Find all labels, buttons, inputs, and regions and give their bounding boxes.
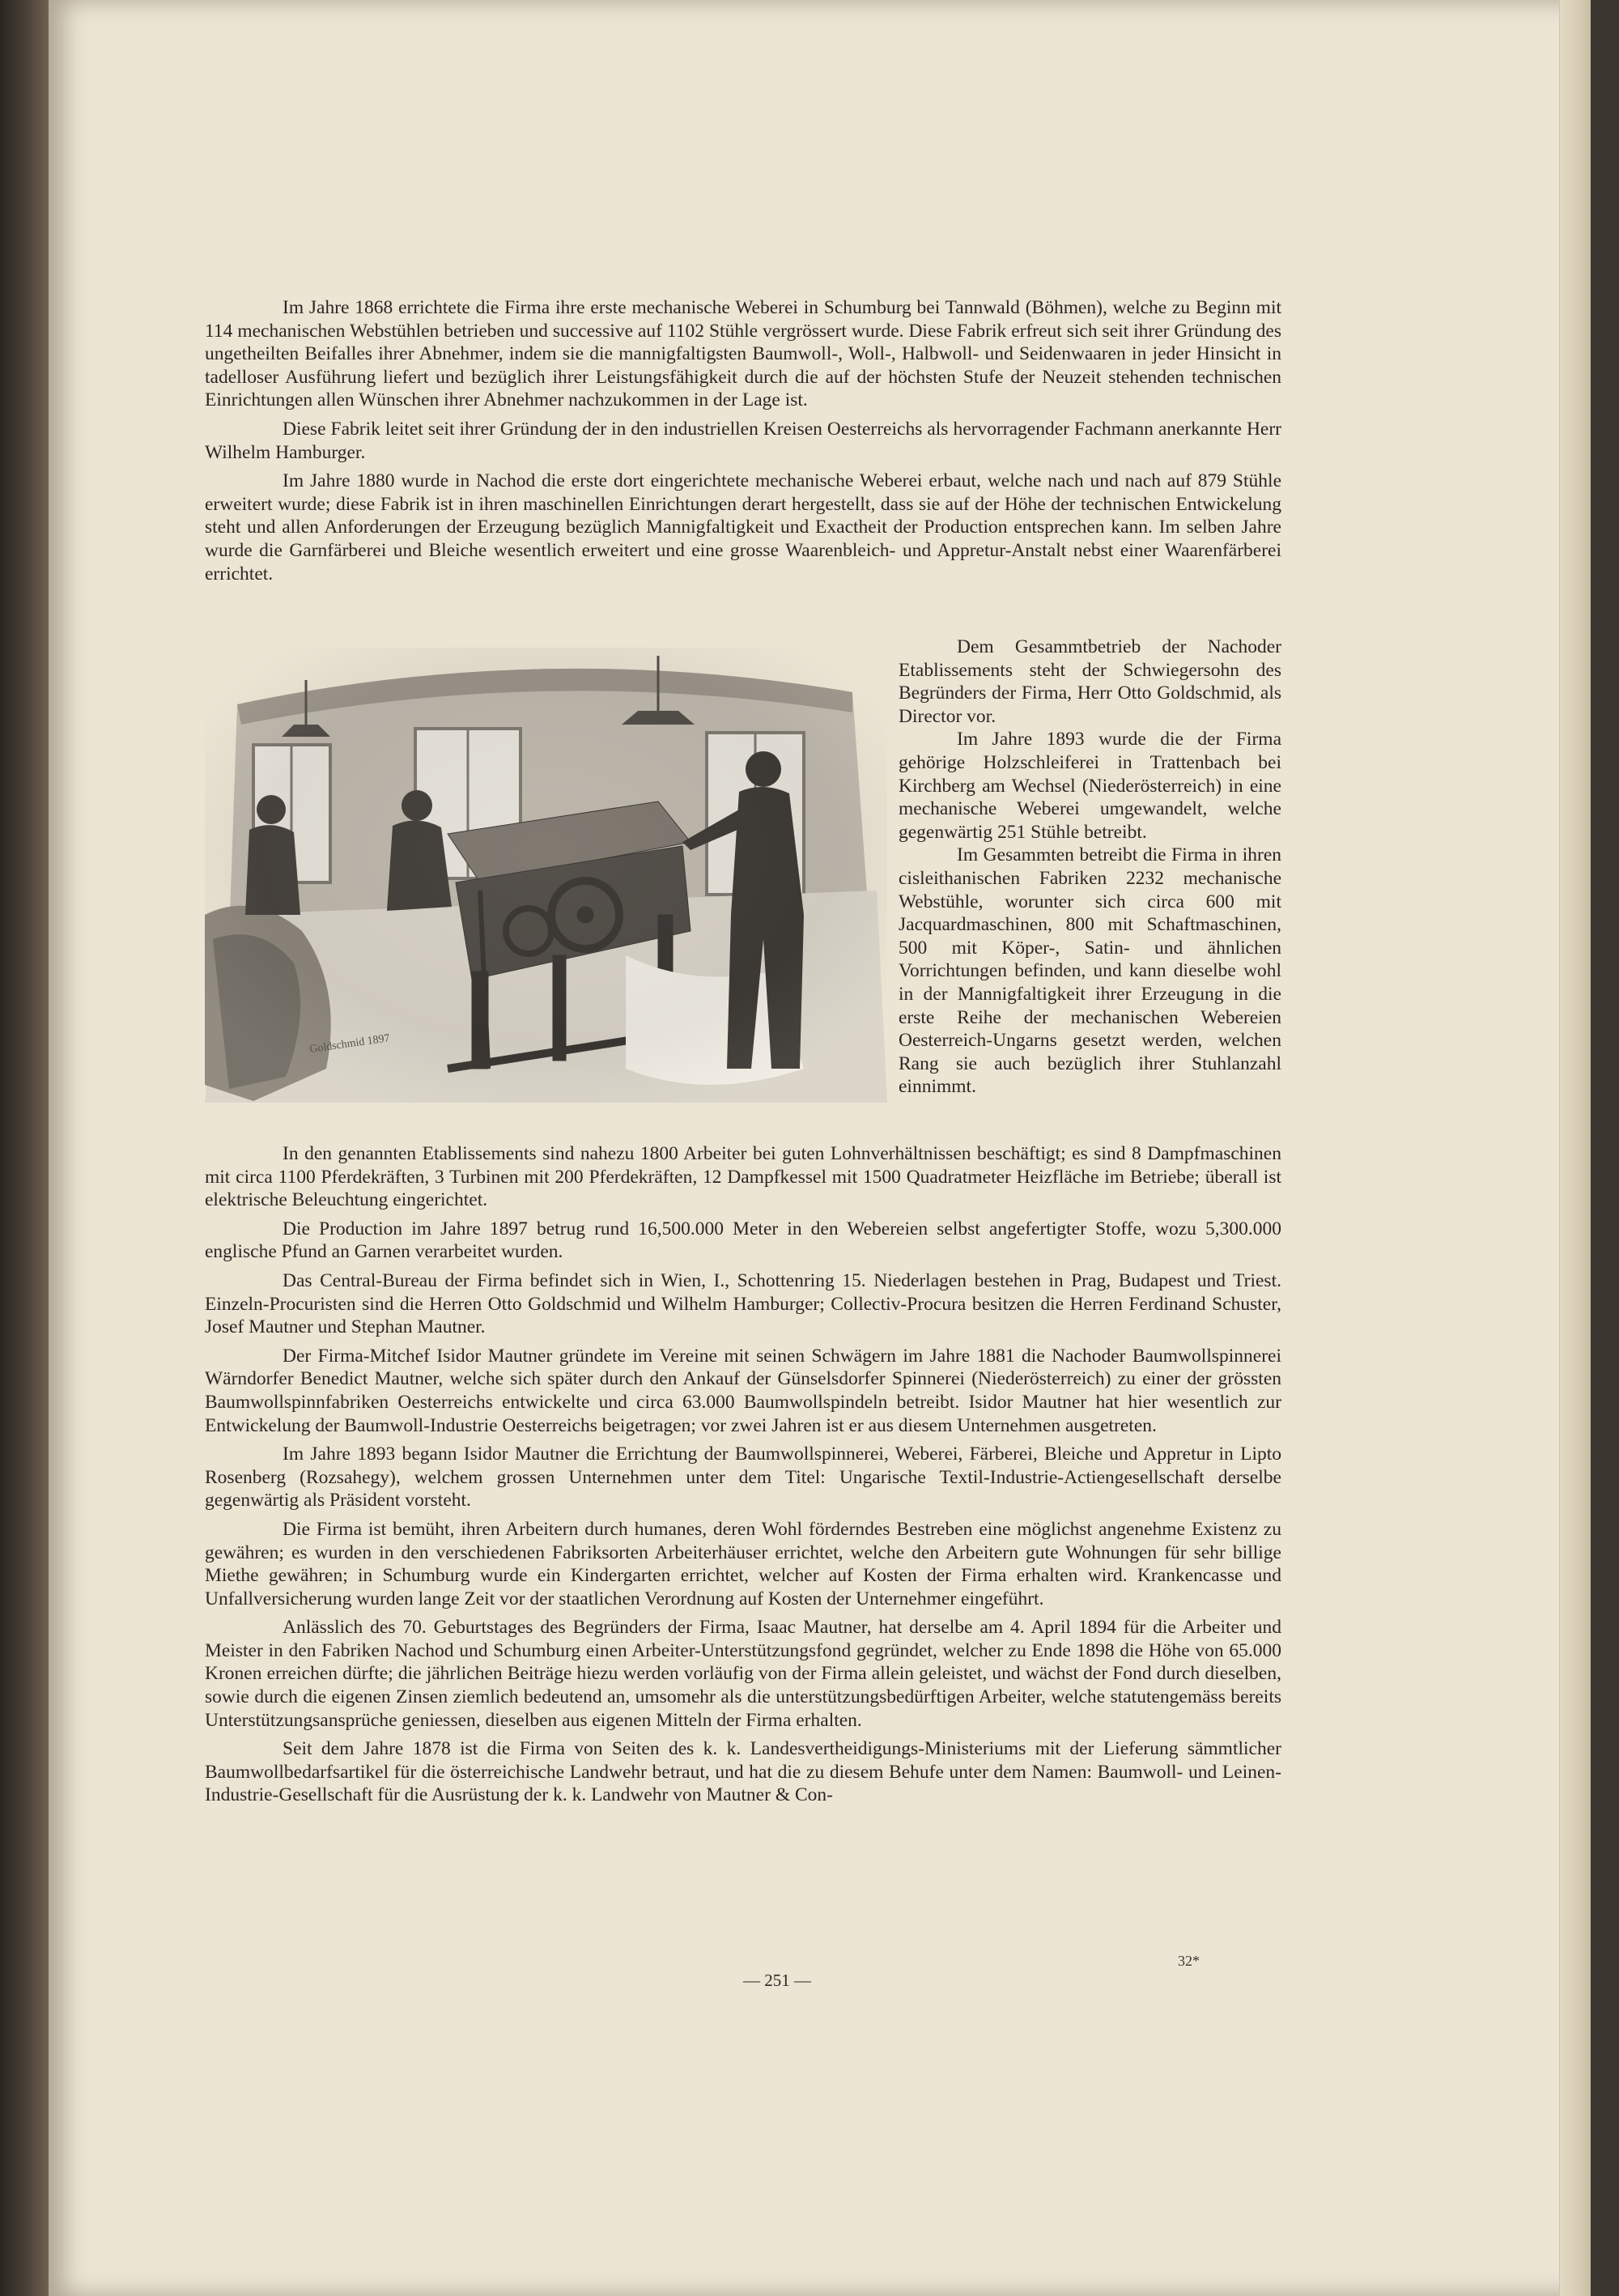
paragraph: Seit dem Jahre 1878 ist die Firma von Seiten des k. k. Landesvertheidigungs-Ministeriums mit der Lieferung sämmtlicher Baumwollbedarfsartikel für die österreichische Landwehr betraut, und hat die zu diesem Behufe unter dem Namen: Baumwoll- und Leinen-Industrie-Gesellschaft für die Ausrüstung der k. k. Landwehr von Mautner & Con- [205, 1738, 1281, 1806]
page-edge [1559, 0, 1591, 2296]
paragraph: Anlässlich des 70. Geburtstages des Begründers der Firma, Isaac Mautner, hat derselbe am 4. April 1894 für die Arbeiter und Meister in den Fabriken Nachod und Schumburg einen Arbeiter-Unterstützungsfond gegründet, welcher zu Ende 1898 die Höhe von 65.000 Kronen erreichen dürfte; die jährlichen Beiträge hiezu werden vorläufig von der Firma allein geleistet, und wächst der Fond durch dieselben, sowie durch die eigenen Zinsen ziemlich bedeutend an, umsomehr als die unterstützungsbedürftigen Arbeiter, welche statutengemäss bereits Unterstützungsansprüche geniessen, dieselben aus eigenen Mitteln der Firma erhalten. [205, 1617, 1281, 1731]
paragraph: Dem Gesammtbetrieb der Nachoder Etablissements steht der Schwiegersohn des Begründers der Firma, Herr Otto Goldschmid, als Director vor. [899, 636, 1281, 727]
paragraph: Im Jahre 1893 begann Isidor Mautner die Errichtung der Baumwollspinnerei, Weberei, Färberei, Bleiche und Appretur in Lipto Rosenberg (Rozsahegy), welchem grossen Unternehmen unter dem Titel: Ungarische Textil-Industrie-Actiengesellschaft derselbe gegenwärtig als Präsident vorsteht. [205, 1444, 1281, 1512]
text-block-top [205, 296, 1281, 591]
paragraph: Die Production im Jahre 1897 betrug rund 16,500.000 Meter in den Webereien selbst angefertigter Stoffe, wozu 5,300.000 englische Pfund an Garnen verarbeitet wurden. [205, 1218, 1281, 1263]
svg-text:Goldschmid 1897: Goldschmid 1897 [308, 1032, 391, 1056]
illustration-weaving-workshop [205, 648, 887, 1103]
text-block-bottom [205, 1142, 1281, 1813]
paragraph: Im Jahre 1880 wurde in Nachod die erste dort eingerichtete mechanische Weberei erbaut, welche nach und nach auf 879 Stühle erweitert wurde; diese Fabrik ist in ihren maschinellen Einrichtungen derart hergestellt, dass sie auf der Höhe der technischen Entwickelung steht und allen Anforderungen der Erzeugung bezüglich Mannigfaltigkeit und Exactheit der Production entsprechen kann. Im selben Jahre wurde die Garnfärberei und Bleiche wesentlich erweitert und eine grosse Waarenbleich- und Appretur-Anstalt nebst einer Waarenfärberei errichtet. [205, 470, 1281, 585]
paragraph: Im Jahre 1868 errichtete die Firma ihre erste mechanische Weberei in Schumburg bei Tannwald (Böhmen), welche zu Beginn mit 114 mechanischen Webstühlen betrieben und successive auf 1102 Stühle vergrössert wurde. Diese Fabrik erfreut sich seit ihrer Gründung des ungetheilten Beifalles ihrer Abnehmer, indem sie die mannigfaltigsten Baumwoll-, Woll-, Halbwoll- und Seidenwaaren in jeder Hinsicht in tadelloser Ausführung liefert und bezüglich ihrer Leistungsfähigkeit durch die auf der höchsten Stufe der Neuzeit stehenden technischen Einrichtungen allen Wünschen ihrer Abnehmer nachzukommen in der Lage ist. [205, 297, 1281, 411]
paragraph: Im Gesammten betreibt die Firma in ihren cisleithanischen Fabriken 2232 mechanische Webstühle, worunter sich circa 600 mit Jacquardmaschinen, 800 mit Schaftmaschinen, 500 mit Köper-, Satin- und ähnlichen Vorrichtungen befinden, und kann dieselbe wohl in der Mannigfaltigkeit ihrer Erzeugung in die erste Reihe der mechanischen Webereien Oesterreich-Ungarns gesetzt werden, welchen Rang sie auch bezüglich ihrer Stuhlanzahl einnimmt. [899, 844, 1281, 1098]
paragraph: Diese Fabrik leitet seit ihrer Gründung der in den industriellen Kreisen Oesterreichs als hervorragender Fachmann anerkannte Herr Wilhelm Hamburger. [205, 418, 1281, 463]
paragraph: Im Jahre 1893 wurde die der Firma gehörige Holzschleiferei in Trattenbach bei Kirchberg am Wechsel (Niederösterreich) in eine mechanische Weberei umgewandelt, welche gegenwärtig 251 Stühle betreibt. [899, 729, 1281, 843]
page-number: — 251 — [743, 1971, 811, 1990]
paragraph: Das Central-Bureau der Firma befindet sich in Wien, I., Schottenring 15. Niederlagen bestehen in Prag, Budapest und Triest. Einzeln-Procuristen sind die Herren Otto Goldschmid und Wilhelm Hamburger; Collectiv-Procura besitzen die Herren Ferdinand Schuster, Josef Mautner und Stephan Mautner. [205, 1269, 1281, 1338]
signature-mark: 32* [1178, 1953, 1200, 1969]
text-block-side [899, 636, 1281, 1099]
paragraph: Der Firma-Mitchef Isidor Mautner gründete im Vereine mit seinen Schwägern im Jahre 1881 die Nachoder Baumwollspinnerei Wärndorfer Benedict Mautner, welche sich später durch den Ankauf der Günselsdorfer Spinnerei (Niederösterreich) zu einer der grössten Baumwollspinnfabriken Oesterreichs entwickelte und circa 63.000 Baumwollspindeln betreibt. Isidor Mautner hat hier wesentlich zur Entwickelung der Baumwoll-Industrie Oesterreichs beigetragen; vor zwei Jahren ist er aus diesem Unternehmen ausgetreten. [205, 1345, 1281, 1436]
paragraph: Die Firma ist bemüht, ihren Arbeitern durch humanes, deren Wohl förderndes Bestreben eine möglichst angenehme Existenz zu gewähren; es wurden in den verschiedenen Fabriksorten Arbeiterhäuser errichtet, welche den Arbeitern gute Wohnungen für sehr billige Miethe gewähren; in Schumburg wurde ein Kindergarten errichtet, welcher auf Kosten der Firma erhalten wird. Krankencasse und Unfallversicherung wurden lange Zeit vor der staatlichen Verordnung auf Kosten der Unternehmer eingeführt. [205, 1518, 1281, 1609]
paragraph: In den genannten Etablissements sind nahezu 1800 Arbeiter bei guten Lohnverhältnissen beschäftigt; es sind 8 Dampfmaschinen mit circa 1100 Pferdekräften, 3 Turbinen mit 200 Pferdekräften, 12 Dampfkessel mit 1500 Quadratmeter Heizfläche im Betriebe; überall ist elektrische Beleuchtung eingerichtet. [205, 1143, 1281, 1211]
